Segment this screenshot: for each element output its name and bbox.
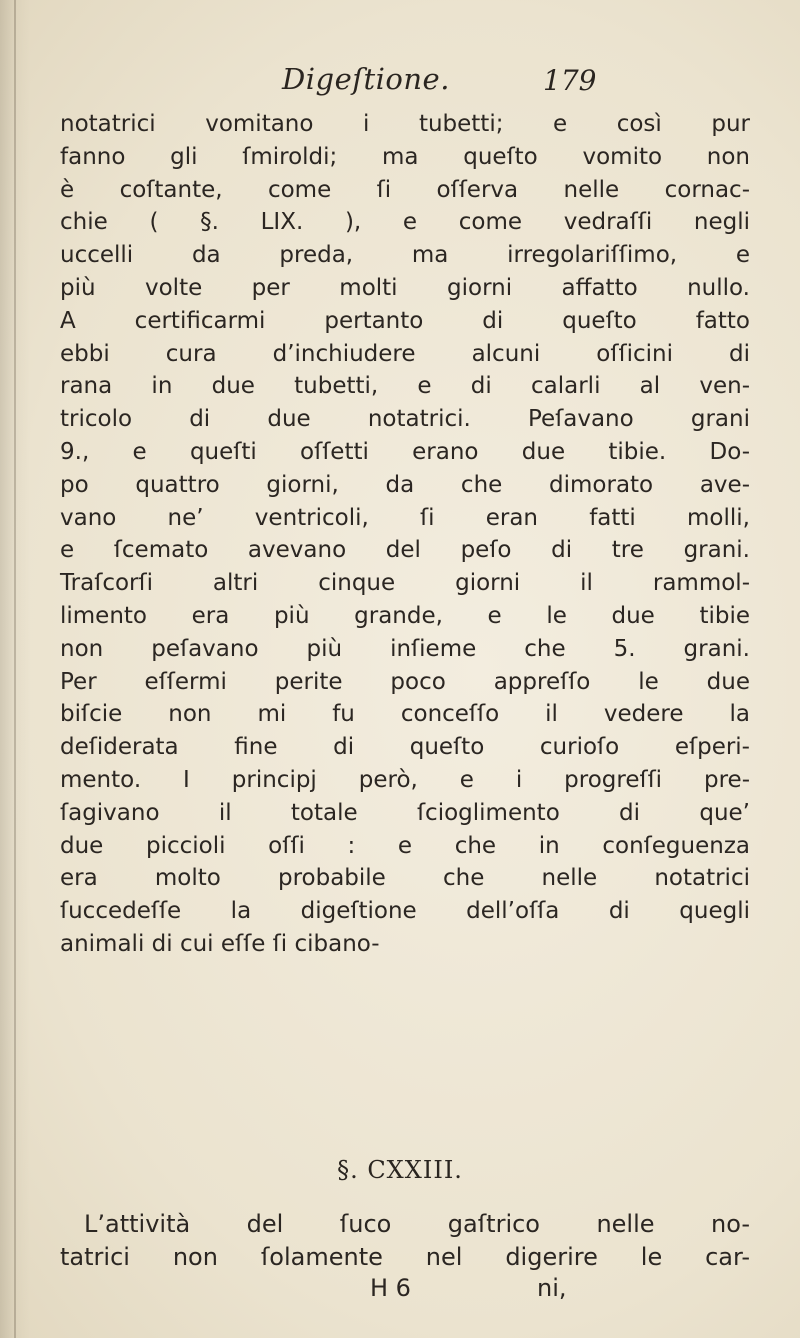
- signature-mark: H 6: [370, 1274, 411, 1302]
- page-gutter-shadow: [14, 0, 16, 1338]
- section-text: [60, 1208, 760, 1274]
- text-line: chie ( §. LIX. ), e come vedraſſi negli: [60, 209, 750, 236]
- text-line: Traſcorſi altri cinque giorni il rammol-: [60, 570, 750, 597]
- text-line: ſuccedeſſe la digeſtione dell’oſſa di quegli: [60, 898, 750, 925]
- text-line: due piccioli oſſi : e che in conſeguenza: [60, 832, 750, 859]
- text-line: biſcie non mi fu conceſſo il vedere la: [60, 701, 750, 728]
- catchword: ni,: [537, 1274, 567, 1302]
- text-line: mento. I principj però, e i progreſſi pre-: [60, 766, 750, 793]
- text-line: era molto probabile che nelle notatrici: [60, 865, 750, 892]
- text-line: e ſcemato avevano del peſo di tre grani.: [60, 537, 750, 564]
- text-line: deſiderata fine di queſto curioſo eſperi-: [60, 734, 750, 761]
- text-line: uccelli da preda, ma irregolariſſimo, e: [60, 242, 750, 269]
- page-number: 179: [543, 64, 597, 97]
- text-line: rana in due tubetti, e di calarli al ven-: [60, 373, 750, 400]
- text-line: A certificarmi pertanto di queſto fatto: [60, 307, 750, 334]
- text-line: animali di cui eſſe ſi cibano-: [60, 930, 380, 957]
- text-line: 9., e queſti oſſetti erano due tibie. Do-: [60, 438, 750, 465]
- text-line: non peſavano più inſieme che 5. grani.: [60, 635, 750, 662]
- text-line: fanno gli ſmiroldi; ma queſto vomito non: [60, 143, 750, 170]
- section-line: L’attività del ſuco gaſtrico nelle no-: [84, 1210, 750, 1238]
- body-text: [60, 108, 760, 961]
- text-line: notatrici vomitano i tubetti; e così pur: [60, 111, 750, 137]
- text-line: tricolo di due notatrici. Peſavano grani: [60, 406, 750, 433]
- running-head: Digeſtione.: [282, 62, 450, 96]
- section-title: §. CXXIII.: [337, 1156, 463, 1184]
- text-line: ſagivano il totale ſcioglimento di que’: [60, 799, 750, 826]
- text-line: limento era più grande, e le due tibie: [60, 602, 750, 629]
- text-line: po quattro giorni, da che dimorato ave-: [60, 471, 750, 498]
- text-line: è coſtante, come ſi oſſerva nelle cornac-: [60, 176, 750, 203]
- text-line: Per eſſermi perite poco appreſſo le due: [60, 668, 750, 695]
- page-header: [0, 62, 800, 106]
- page-footer: [0, 1274, 800, 1308]
- text-line: ebbi cura d’inchiudere alcuni oſſicini di: [60, 340, 750, 367]
- text-line: vano ne’ ventricoli, ſi eran fatti molli,: [60, 504, 750, 531]
- text-line: più volte per molti giorni affatto nullo.: [60, 274, 750, 301]
- section-line: tatrici non ſolamente nel digerire le car-: [60, 1242, 750, 1271]
